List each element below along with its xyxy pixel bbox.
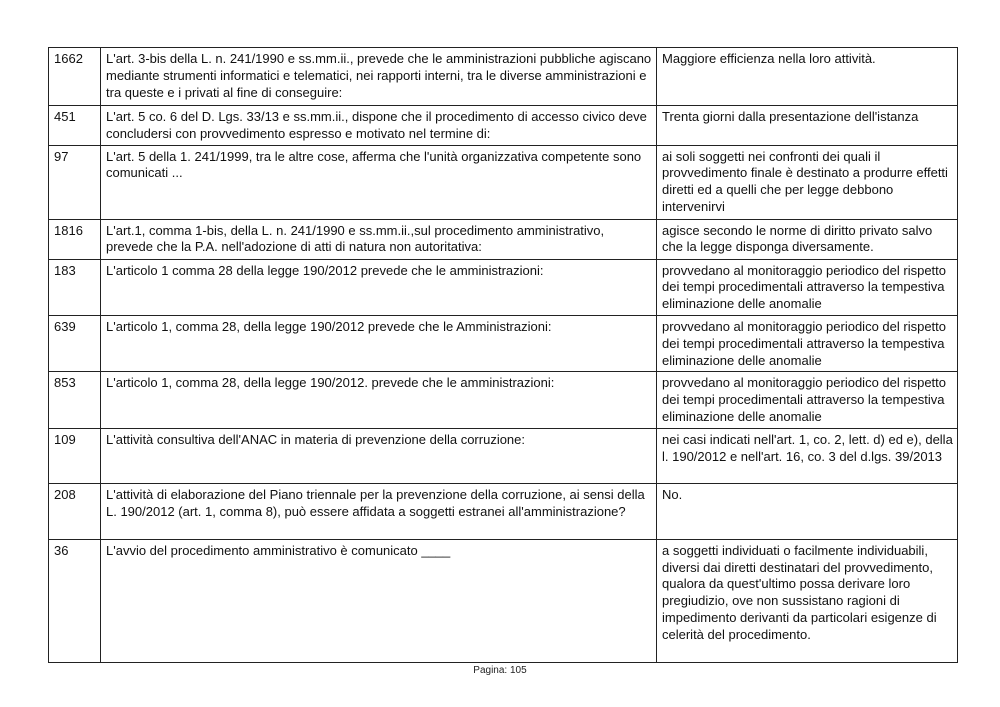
question-text: L'avvio del procedimento amministrativo è comunicato ____ xyxy=(101,539,657,662)
table-row xyxy=(49,219,958,259)
question-text: L'art.1, comma 1-bis, della L. n. 241/1990 e ss.mm.ii.,sul procedimento amministrativo, prevede che la P.A. nell'adozione di atti di natura non autoritativa: xyxy=(101,219,657,259)
answer-text: agisce secondo le norme di diritto privato salvo che la legge disponga diversamente. xyxy=(657,219,958,259)
table-row xyxy=(49,145,958,219)
question-text: L'art. 3-bis della L. n. 241/1990 e ss.mm.ii., prevede che le amministrazioni pubbliche agiscano mediante strumenti informatici e telematici, nei rapporti interni, tra le diverse amministrazioni e tra queste e i privati al fine di conseguire: xyxy=(101,48,657,106)
table-row xyxy=(49,483,958,539)
answer-text: Trenta giorni dalla presentazione dell'istanza xyxy=(657,106,958,146)
question-text: L'art. 5 della 1. 241/1999, tra le altre cose, afferma che l'unità organizzativa competente sono comunicati ... xyxy=(101,145,657,219)
table-row xyxy=(49,259,958,315)
answer-text: a soggetti individuati o facilmente individuabili, diversi dai diretti destinatari del provvedimento, qualora da quest'ultimo possa derivare loro pregiudizio, ove non sussistano ragioni di impedimento derivanti da particolari esigenze di celerità del procedimento. xyxy=(657,539,958,662)
table-row xyxy=(49,315,958,371)
answer-text: provvedano al monitoraggio periodico del rispetto dei tempi procedimentali attraverso la tempestiva eliminazione delle anomalie xyxy=(657,315,958,371)
answer-text: nei casi indicati nell'art. 1, co. 2, lett. d) ed e), della l. 190/2012 e nell'art. 16, co. 3 del d.lgs. 39/2013 xyxy=(657,428,958,483)
question-id: 183 xyxy=(49,259,101,315)
question-text: L'articolo 1, comma 28, della legge 190/2012 prevede che le Amministrazioni: xyxy=(101,315,657,371)
table-row xyxy=(49,428,958,483)
answer-text: No. xyxy=(657,483,958,539)
question-id: 36 xyxy=(49,539,101,662)
table-row xyxy=(49,372,958,428)
question-id: 208 xyxy=(49,483,101,539)
quiz-table xyxy=(48,47,958,663)
answer-text: Maggiore efficienza nella loro attività. xyxy=(657,48,958,106)
question-id: 1662 xyxy=(49,48,101,106)
question-id: 109 xyxy=(49,428,101,483)
question-text: L'articolo 1, comma 28, della legge 190/2012. prevede che le amministrazioni: xyxy=(101,372,657,428)
table-row xyxy=(49,539,958,662)
question-id: 639 xyxy=(49,315,101,371)
question-id: 451 xyxy=(49,106,101,146)
question-text: L'articolo 1 comma 28 della legge 190/2012 prevede che le amministrazioni: xyxy=(101,259,657,315)
question-id: 853 xyxy=(49,372,101,428)
question-id: 1816 xyxy=(49,219,101,259)
answer-text: provvedano al monitoraggio periodico del rispetto dei tempi procedimentali attraverso la tempestiva eliminazione delle anomalie xyxy=(657,259,958,315)
page-number: Pagina: 105 xyxy=(473,665,527,676)
answer-text: ai soli soggetti nei confronti dei quali il provvedimento finale è destinato a produrre effetti diretti ed a quelli che per legge debbono intervenirvi xyxy=(657,145,958,219)
answer-text: provvedano al monitoraggio periodico del rispetto dei tempi procedimentali attraverso la tempestiva eliminazione delle anomalie xyxy=(657,372,958,428)
question-text: L'art. 5 co. 6 del D. Lgs. 33/13 e ss.mm.ii., dispone che il procedimento di accesso civico deve concludersi con provvedimento espresso e motivato nel termine di: xyxy=(101,106,657,146)
table-row xyxy=(49,48,958,106)
table-row xyxy=(49,106,958,146)
question-text: L'attività di elaborazione del Piano triennale per la prevenzione della corruzione, ai sensi della L. 190/2012 (art. 1, comma 8), può essere affidata a soggetti estranei all'amministrazione? xyxy=(101,483,657,539)
question-id: 97 xyxy=(49,145,101,219)
question-text: L'attività consultiva dell'ANAC in materia di prevenzione della corruzione: xyxy=(101,428,657,483)
